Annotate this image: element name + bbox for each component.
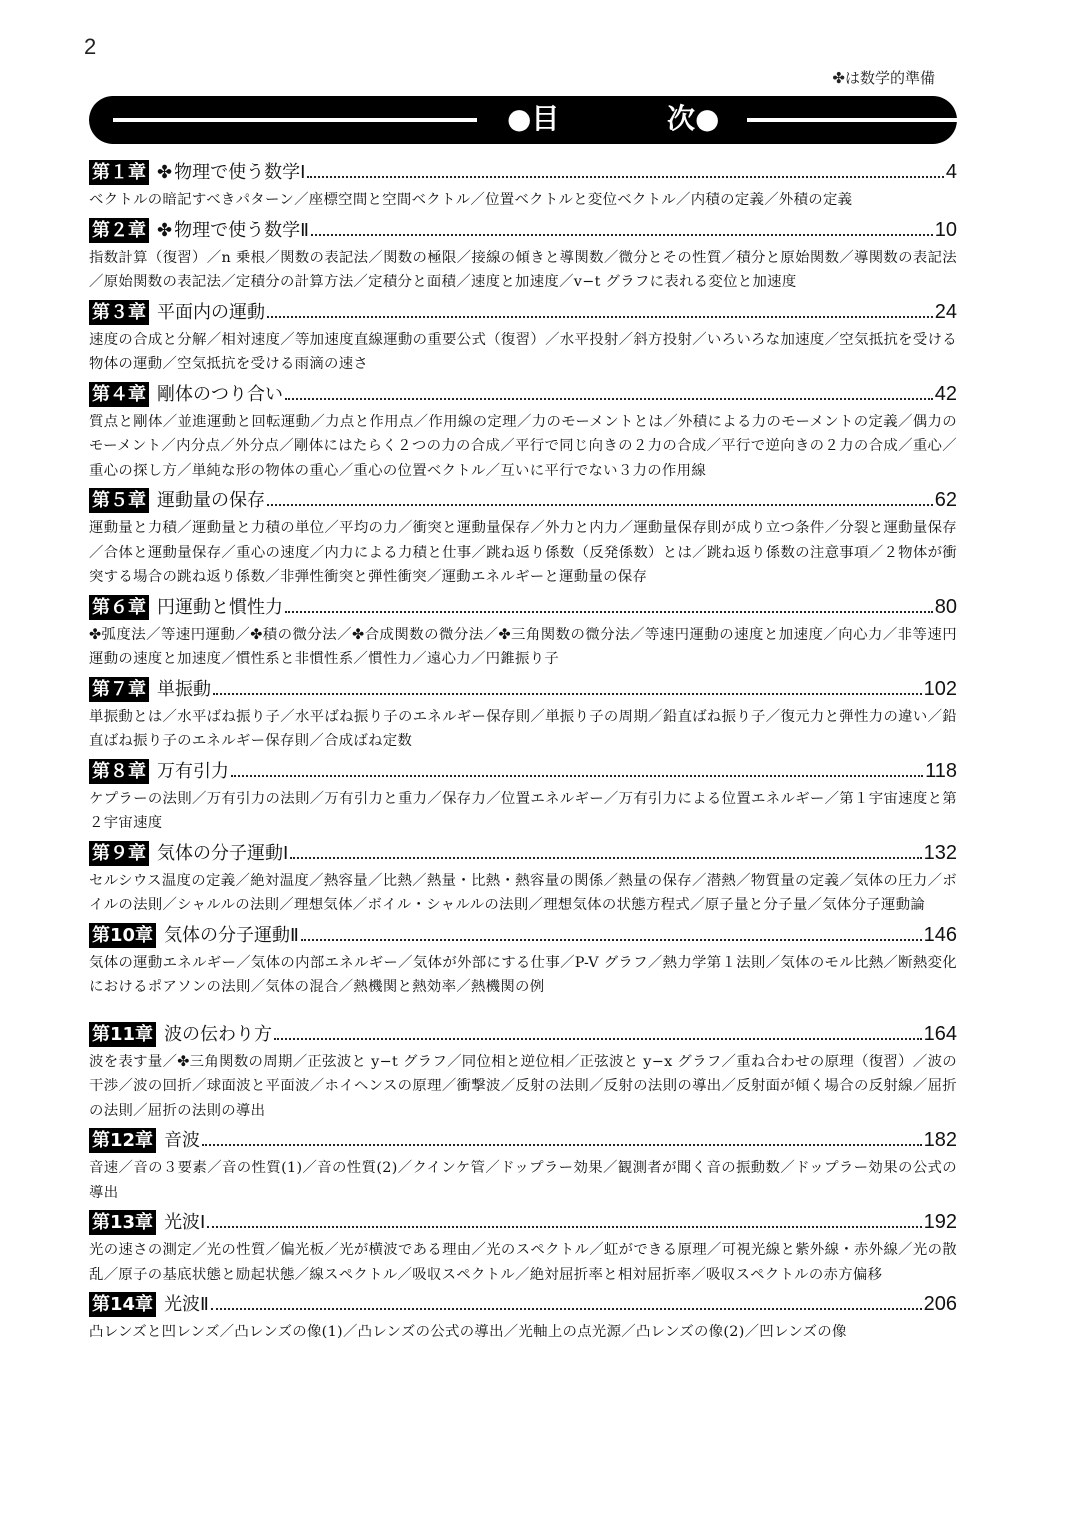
chapter-topics: 質点と剛体／並進運動と回転運動／力点と作用点／作用線の定理／力のモーメントとは／外積による力のモーメントの定義／偶力のモーメント／内分点／外分点／剛体にはたらく２つの力の合成／平行で同じ向きの２力の合成／平行で逆向きの２力の合成／重心／重心の探し方／単純な形の物体の重心／重心の位置ベクトル／互いに平行でない３力の作用線 <box>89 413 957 479</box>
chapter-title: 万有引力 <box>157 760 229 782</box>
chapter-page-number: 24 <box>934 300 957 323</box>
toc-chapter-2[interactable] <box>89 216 957 295</box>
toc-chapter-6[interactable] <box>89 593 957 672</box>
chapter-label: 第５章 <box>89 488 149 513</box>
chapter-title: 運動量の保存 <box>157 490 265 511</box>
chapter-title: 気体の分子運動Ⅱ <box>164 924 299 946</box>
dot-leader <box>285 398 933 400</box>
toc-chapter-14[interactable] <box>89 1290 957 1345</box>
chapter-page-number: 42 <box>934 382 957 405</box>
dot-leader <box>274 1038 922 1040</box>
chapter-label: 第１章 <box>89 160 149 185</box>
chapter-page-number: 118 <box>925 759 957 782</box>
dot-leader <box>290 857 921 859</box>
chapter-title: 音波 <box>164 1130 201 1151</box>
chapter-page-number: 10 <box>934 218 957 241</box>
chapter-title: 平面内の運動 <box>157 301 265 323</box>
dot-leader <box>211 1308 922 1310</box>
toc-title-right: 次● <box>667 102 720 135</box>
chapter-page-number: 164 <box>923 1022 957 1045</box>
dot-leader <box>213 693 922 695</box>
toc-chapter-5[interactable] <box>89 486 957 590</box>
toc-chapter-4[interactable] <box>89 380 957 484</box>
toc-title-banner <box>89 96 957 144</box>
toc-title-left: ●目 <box>507 102 560 135</box>
dot-leader <box>267 504 933 506</box>
chapter-label: 第２章 <box>89 218 149 243</box>
chapter-topics: 運動量と力積／運動量と力積の単位／平均の力／衝突と運動量保存／外力と内力／運動量保存則が成り立つ条件／分裂と運動量保存／合体と運動量保存／重心の速度／内力による力積と仕事／跳ね返り係数（反発係数）とは／跳ね返り係数の注意事項／２物体が衝突する場合の跳ね返り係数／非弾性衝突と弾性衝突／運動エネルギーと運動量の保存 <box>89 520 957 585</box>
chapter-label: 第10章 <box>89 923 156 948</box>
toc-chapter-1[interactable] <box>89 158 957 213</box>
chapter-title: 円運動と慣性力 <box>157 596 283 618</box>
chapter-topics: セルシウス温度の定義／絶対温度／熱容量／比熱／熱量・比熱・熱容量の関係／熱量の保存／潜熱／物質量の定義／気体の圧力／ボイルの法則／シャルルの法則／理想気体／ボイル・シャルルの法則／理想気体の状態方程式／原子量と分子量／気体分子運動論 <box>89 872 957 913</box>
chapter-label: 第８章 <box>89 759 149 784</box>
chapter-topics: 音速／音の３要素／音の性質(1)／音の性質(2)／クインケ管／ドップラー効果／観測者が聞く音の振動数／ドップラー効果の公式の導出 <box>89 1160 957 1201</box>
chapter-title: 物理で使う数学Ⅰ <box>174 162 306 183</box>
banner-rule-right <box>747 118 1021 122</box>
chapter-label: 第４章 <box>89 382 149 407</box>
chapter-topics: 単振動とは／水平ばね振り子／水平ばね振り子のエネルギー保存則／単振り子の周期／鉛直ばね振り子／復元力と弾性力の違い／鉛直ばね振り子のエネルギー保存則／合成ばね定数 <box>89 708 957 749</box>
chapter-title: 光波Ⅰ <box>164 1212 206 1233</box>
toc-chapter-10[interactable] <box>89 921 957 1000</box>
chapter-label: 第14章 <box>89 1292 156 1317</box>
dot-leader <box>231 775 923 777</box>
dot-leader <box>285 611 933 613</box>
chapter-title: 単振動 <box>157 678 211 700</box>
math-prep-note: ✤は数学的準備 <box>832 69 935 87</box>
toc-chapter-7[interactable] <box>89 675 957 754</box>
chapter-topics: ベクトルの暗記すべきパターン／座標空間と空間ベクトル／位置ベクトルと変位ベクトル／内積の定義／外積の定義 <box>89 192 853 208</box>
chapter-label: 第11章 <box>89 1022 156 1047</box>
page-number: 2 <box>84 34 97 59</box>
dot-leader <box>202 1144 922 1146</box>
toc-chapter-9[interactable] <box>89 839 957 918</box>
chapter-label: 第６章 <box>89 595 149 620</box>
chapter-page-number: 62 <box>934 489 957 511</box>
chapter-topics: 凸レンズと凹レンズ／凸レンズの像(1)／凸レンズの公式の導出／光軸上の点光源／凸レンズの像(2)／凹レンズの像 <box>89 1324 847 1340</box>
chapter-page-number: 4 <box>945 161 957 183</box>
chapter-title: 波の伝わり方 <box>164 1023 273 1045</box>
dot-leader <box>307 176 943 178</box>
chapter-topics: 速度の合成と分解／相対速度／等加速度直線運動の重要公式（復習）／水平投射／斜方投射／いろいろな加速度／空気抵抗を受ける物体の運動／空気抵抗を受ける雨滴の速さ <box>89 331 957 372</box>
toc-chapter-12[interactable] <box>89 1126 957 1205</box>
math-prep-mark: ✤ <box>157 219 173 241</box>
chapter-page-number: 146 <box>923 923 957 946</box>
chapter-label: 第９章 <box>89 841 149 866</box>
chapter-topics: 波を表す量／✤三角関数の周期／正弦波と y−t グラフ／同位相と逆位相／正弦波と y−x グラフ／重ね合わせの原理（復習）／波の干渉／波の回折／球面波と平面波／ホイヘンスの原理／衝撃波／反射の法則／反射の法則の導出／反射面が傾く場合の反射線／屈折の法則／屈折の法則の導出 <box>89 1053 957 1119</box>
chapter-page-number: 132 <box>923 841 957 864</box>
chapter-topics: 光の速さの測定／光の性質／偏光板／光が横波である理由／光のスペクトル／虹ができる原理／可視光線と紫外線・赤外線／光の散乱／原子の基底状態と励起状態／線スペクトル／吸収スペクトル／絶対屈折率と相対屈折率／吸収スペクトルの赤方偏移 <box>89 1242 957 1283</box>
chapter-topics: 気体の運動エネルギー／気体の内部エネルギー／気体が外部にする仕事／P-V グラフ／熱力学第１法則／気体のモル比熱／断熱変化におけるポアソンの法則／気体の混合／熱機関と熱効率／熱機関の例 <box>89 954 957 995</box>
toc-chapter-13[interactable] <box>89 1208 957 1287</box>
dot-leader <box>301 939 922 941</box>
toc-chapter-8[interactable] <box>89 757 957 836</box>
chapter-page-number: 192 <box>923 1211 957 1233</box>
chapter-page-number: 206 <box>923 1293 957 1315</box>
chapter-label: 第12章 <box>89 1128 156 1153</box>
chapter-topics: ✤弧度法／等速円運動／✤積の微分法／✤合成関数の微分法／✤三角関数の微分法／等速円運動の速度と加速度／向心力／非等速円運動の速度と加速度／慣性系と非慣性系／慣性力／遠心力／円錐振り子 <box>89 626 957 667</box>
chapter-page-number: 102 <box>923 677 957 700</box>
chapter-topics: 指数計算（復習）／n 乗根／関数の表記法／関数の極限／接線の傾きと導関数／微分とその性質／積分と原始関数／導関数の表記法／原始関数の表記法／定積分の計算方法／定積分と面積／速度と加速度／v−t グラフに表れる変位と加速度 <box>89 249 957 290</box>
chapter-label: 第７章 <box>89 677 149 702</box>
chapter-topics: ケプラーの法則／万有引力の法則／万有引力と重力／保存力／位置エネルギー／万有引力による位置エネルギー／第１宇宙速度と第２宇宙速度 <box>89 790 957 831</box>
dot-leader <box>207 1226 921 1228</box>
chapter-label: 第13章 <box>89 1210 156 1235</box>
section-gap <box>89 1003 957 1020</box>
toc-chapter-3[interactable] <box>89 298 957 377</box>
chapter-title: 剛体のつり合い <box>157 383 283 405</box>
dot-leader <box>311 234 933 236</box>
toc-chapter-11[interactable] <box>89 1020 957 1124</box>
chapter-page-number: 80 <box>934 595 957 618</box>
chapter-title: 光波Ⅱ <box>164 1294 209 1315</box>
chapter-title: 物理で使う数学Ⅱ <box>174 219 309 241</box>
table-of-contents <box>89 158 957 1348</box>
chapter-page-number: 182 <box>923 1129 957 1151</box>
dot-leader <box>267 316 933 318</box>
chapter-label: 第３章 <box>89 300 149 325</box>
chapter-title: 気体の分子運動Ⅰ <box>157 842 289 864</box>
math-prep-mark: ✤ <box>157 162 173 183</box>
banner-rule-left <box>113 118 477 122</box>
